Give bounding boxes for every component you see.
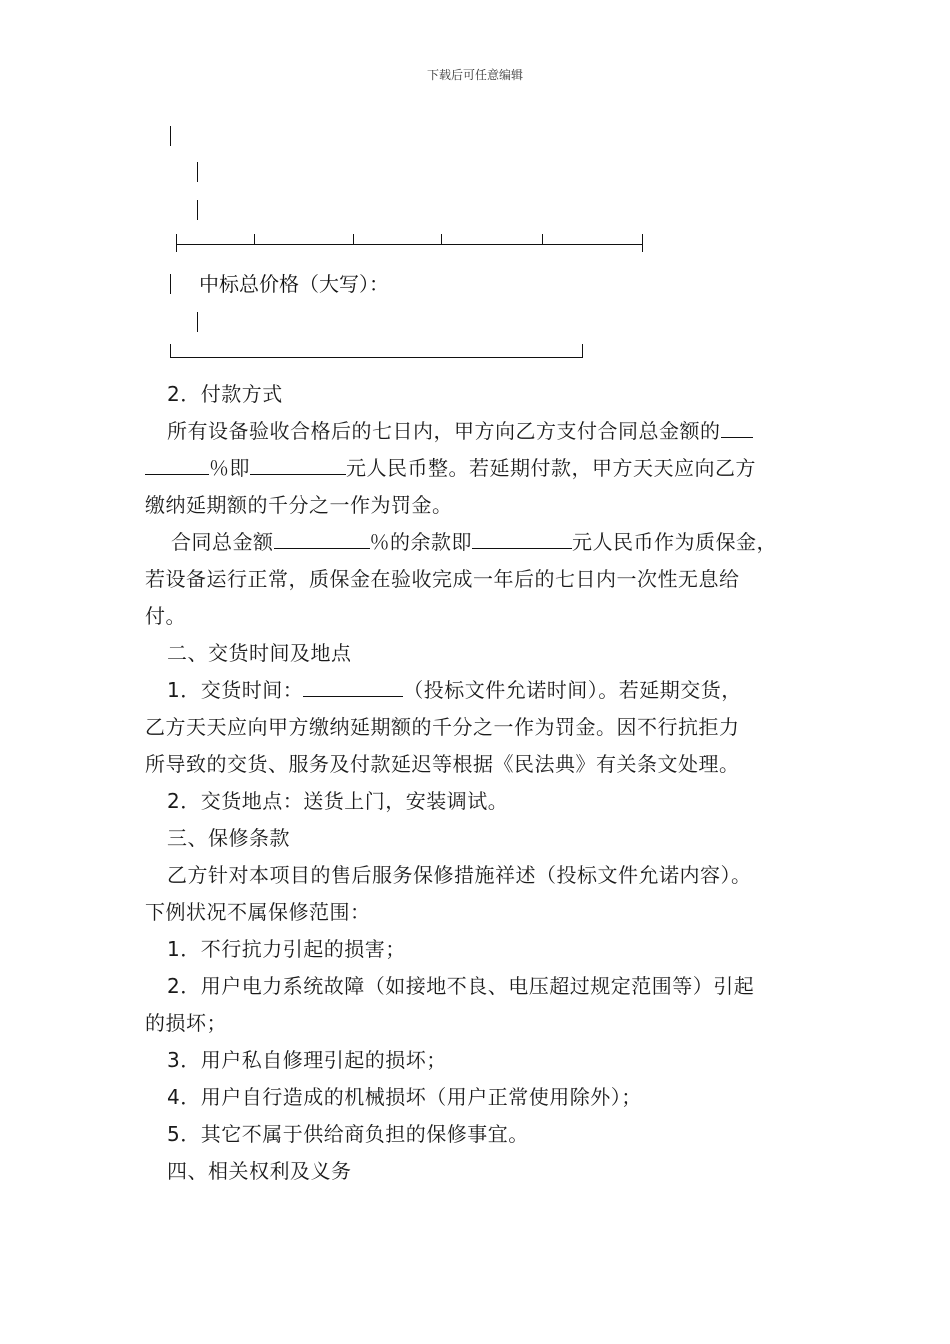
delivery-item-1: 1．交货时间： （投标文件允诺时间）。若延期交货， 乙方天天应向甲方缴纳延期额的千分之一作为罚金。因不行抗拒力 所导致的交货、服务及付款延迟等根据《民法典》有关条文处理。 [145, 672, 815, 783]
table-left-bar-2 [170, 274, 171, 294]
blank-balance-percent[interactable] [274, 526, 370, 549]
blank-amount[interactable] [250, 452, 346, 475]
table-left-bar-1 [170, 126, 171, 146]
table-junction-4 [542, 234, 543, 244]
warranty-paragraph: 乙方针对本项目的售后服务保修措施祥述（投标文件允诺内容）。 下例状况不属保修范围： [145, 863, 752, 924]
table-row-left-edge [176, 234, 177, 252]
warranty-item-4: 4．用户自行造成的机械损坏（用户正常使用除外）； [167, 1085, 642, 1109]
table-bottom-left-edge [170, 344, 171, 358]
table-inner-bar-3 [197, 312, 198, 332]
warranty-item-1: 1．不行抗力引起的损害； [167, 937, 406, 961]
warranty-heading: 三、保修条款 [167, 826, 290, 850]
blank-warranty-amount[interactable] [472, 526, 572, 549]
blank-total-percent-cont[interactable] [145, 452, 209, 475]
warranty-item-2: 2．用户电力系统故障（如接地不良、电压超过规定范围等）引起 的损坏； [145, 974, 755, 1035]
rights-heading: 四、相关权利及义务 [167, 1159, 352, 1183]
warranty-item-5: 5．其它不属于供给商负担的保修事宜。 [167, 1122, 529, 1146]
table-inner-bar-2 [197, 200, 198, 220]
price-label: 中标总价格（大写）： [199, 272, 389, 296]
blank-total-percent[interactable] [721, 415, 753, 438]
table-inner-bar-1 [197, 162, 198, 182]
blank-delivery-time[interactable] [303, 674, 403, 697]
payment-heading: 2．付款方式 [167, 382, 283, 406]
table-bottom-right-edge [582, 344, 583, 358]
contract-body [145, 376, 815, 1190]
table-row-right-edge [642, 234, 643, 252]
delivery-item-2: 2．交货地点：送货上门，安装调试。 [167, 789, 509, 813]
table-junction-2 [353, 234, 354, 244]
table-junction-1 [254, 234, 255, 244]
delivery-heading: 二、交货时间及地点 [167, 641, 352, 665]
table-junction-3 [441, 234, 442, 244]
warranty-item-3: 3．用户私自修理引起的损坏； [167, 1048, 447, 1072]
payment-paragraph-2: 合同总金额 ％的余款即 元人民币作为质保金， 若设备运行正常，质保金在验收完成一年后的七日内一次性无息给 付。 [145, 524, 815, 635]
payment-paragraph-1: 所有设备验收合格后的七日内，甲方向乙方支付合同总金额的 ％即 元人民币整。若延期付款，甲方天天应向乙方 缴纳延期额的千分之一作为罚金。 [145, 413, 815, 524]
page-header: 下载后可任意编辑 [426, 68, 523, 82]
table-row-line [176, 244, 642, 245]
table-bottom-line [170, 357, 582, 358]
